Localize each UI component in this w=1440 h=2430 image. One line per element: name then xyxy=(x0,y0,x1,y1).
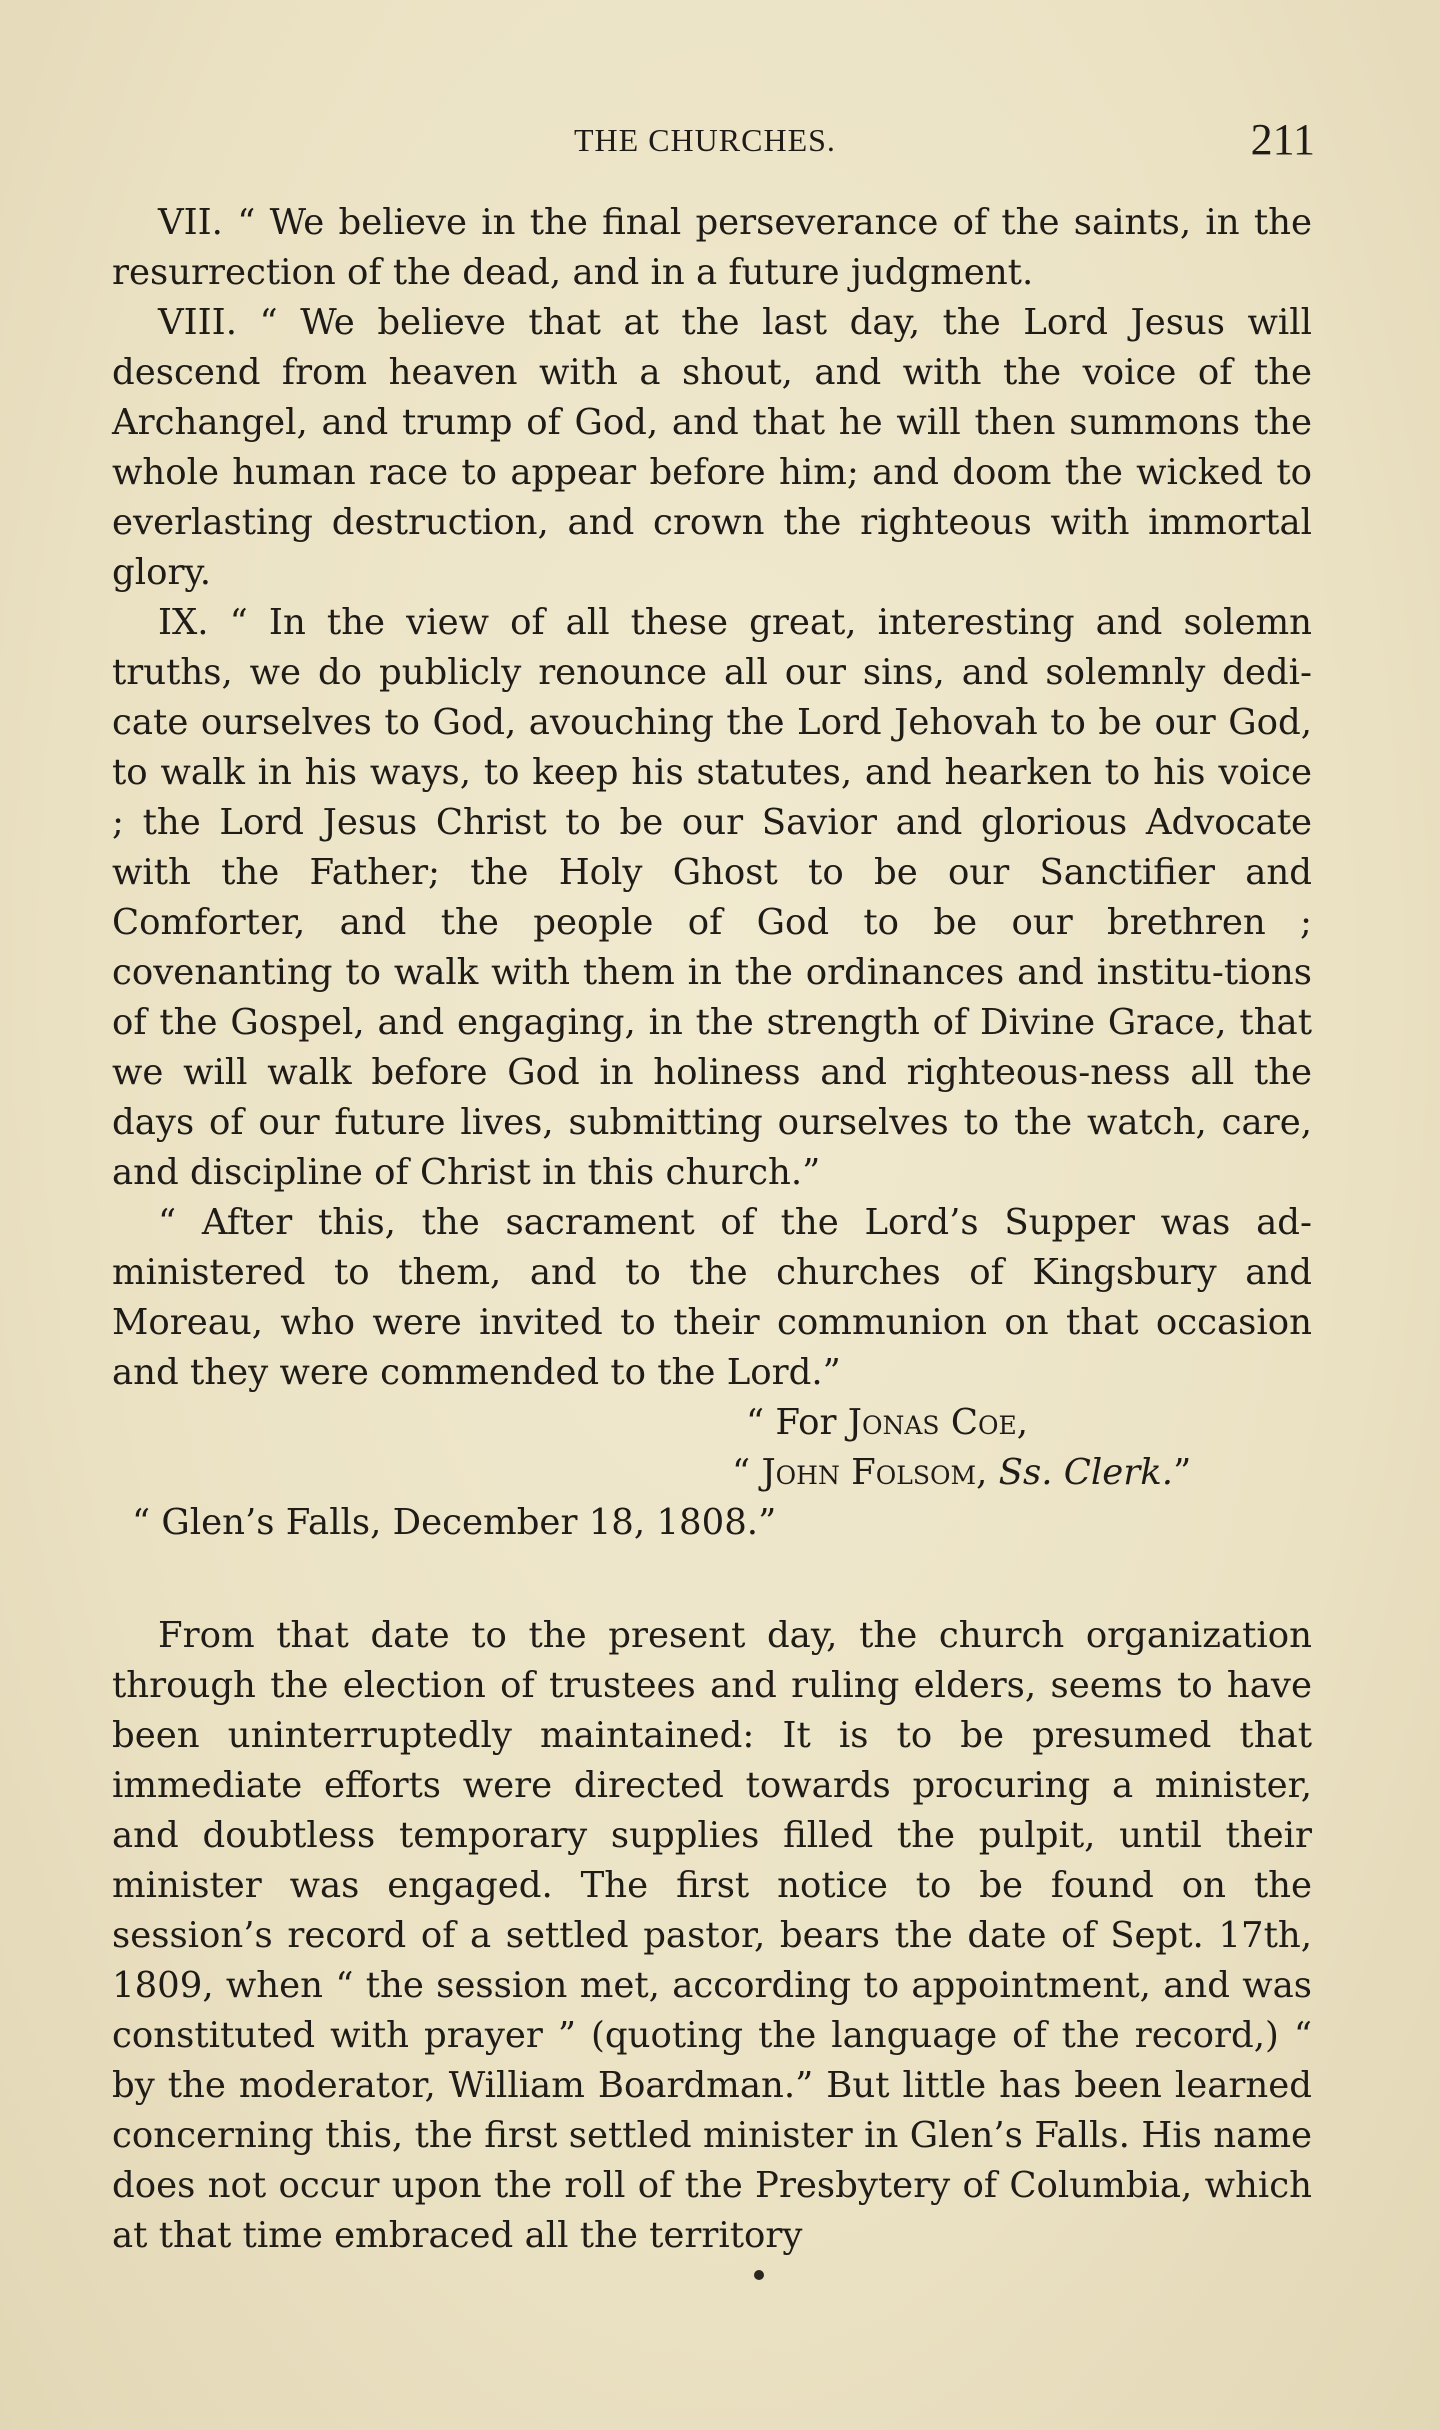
sacrament-paragraph: “ After this, the sacrament of the Lord’s Supper was ad-ministered to them, and to the churches of Kingsbury and Moreau, who were invited to their communion on that occasion and they were commended to the Lord.” xyxy=(112,1202,1312,1393)
section-gap xyxy=(112,1548,1312,1611)
signatory-title: Ss. Clerk. xyxy=(998,1452,1174,1493)
dateline: “ Glen’s Falls, December 18, 1808.” xyxy=(132,1502,777,1543)
signatory-name-2: John Folsom, xyxy=(761,1452,988,1493)
article-vii: VII. “ We believe in the final perseverance of the saints, in the resurrection of the dead, and in a future judgment. xyxy=(112,202,1312,293)
page-number: 211 xyxy=(1250,115,1315,164)
footer-mark xyxy=(754,2270,764,2280)
signature-line-1: “ For Jonas Coe, xyxy=(746,1402,1029,1443)
article-ix: IX. “ In the view of all these great, interesting and solemn truths, we do publicly renounce all our sins, and solemnly dedi-cate ourselves to God, avouching the Lord Jehovah to be our God, to walk in his ways, to keep his statutes, and hearken to his voice ; the Lord Jesus Christ to be our Savior and glorious Advocate with the Father; the Holy Ghost to be our Sanctifier and Comforter, and the people of God to be our brethren ; covenanting to walk with them in the ordinances and institu-tions of the Gospel, and engaging, in the strength of Divine Grace, that we will walk before God in holiness and righteous-ness all the days of our future lives, submitting ourselves to the watch, care, and discipline of Christ in this church.” xyxy=(112,602,1312,1193)
page-header xyxy=(110,115,1315,178)
article-viii: VIII. “ We believe that at the last day, the Lord Jesus will descend from heaven with a shout, and with the voice of the Archangel, and trump of God, and that he will then summons the whole human race to appear before him; and doom the wicked to everlasting destruction, and crown the righteous with immortal glory. xyxy=(112,302,1312,593)
body-text xyxy=(112,198,1312,2261)
closing-paragraph: From that date to the present day, the church organization through the election of trustees and ruling elders, seems to have been uninterruptedly maintained: It is to be presumed that immediate efforts were directed towards procuring a minister, and doubtless temporary supplies filled the pulpit, until their minister was engaged. The first notice to be found on the session’s record of a settled pastor, bears the date of Sept. 17th, 1809, when “ the session met, according to appointment, and was constituted with prayer ” (quoting the language of the record,) “ by the moderator, William Boardman.” But little has been learned concerning this, the first settled minister in Glen’s Falls. His name does not occur upon the roll of the Presbytery of Columbia, which at that time embraced all the territory xyxy=(112,1615,1312,2256)
signatory-name-1: Jonas Coe, xyxy=(847,1402,1029,1443)
running-head: THE CHURCHES. xyxy=(574,122,836,158)
signature-line-2: “ John Folsom, Ss. Clerk.” xyxy=(732,1452,1192,1493)
